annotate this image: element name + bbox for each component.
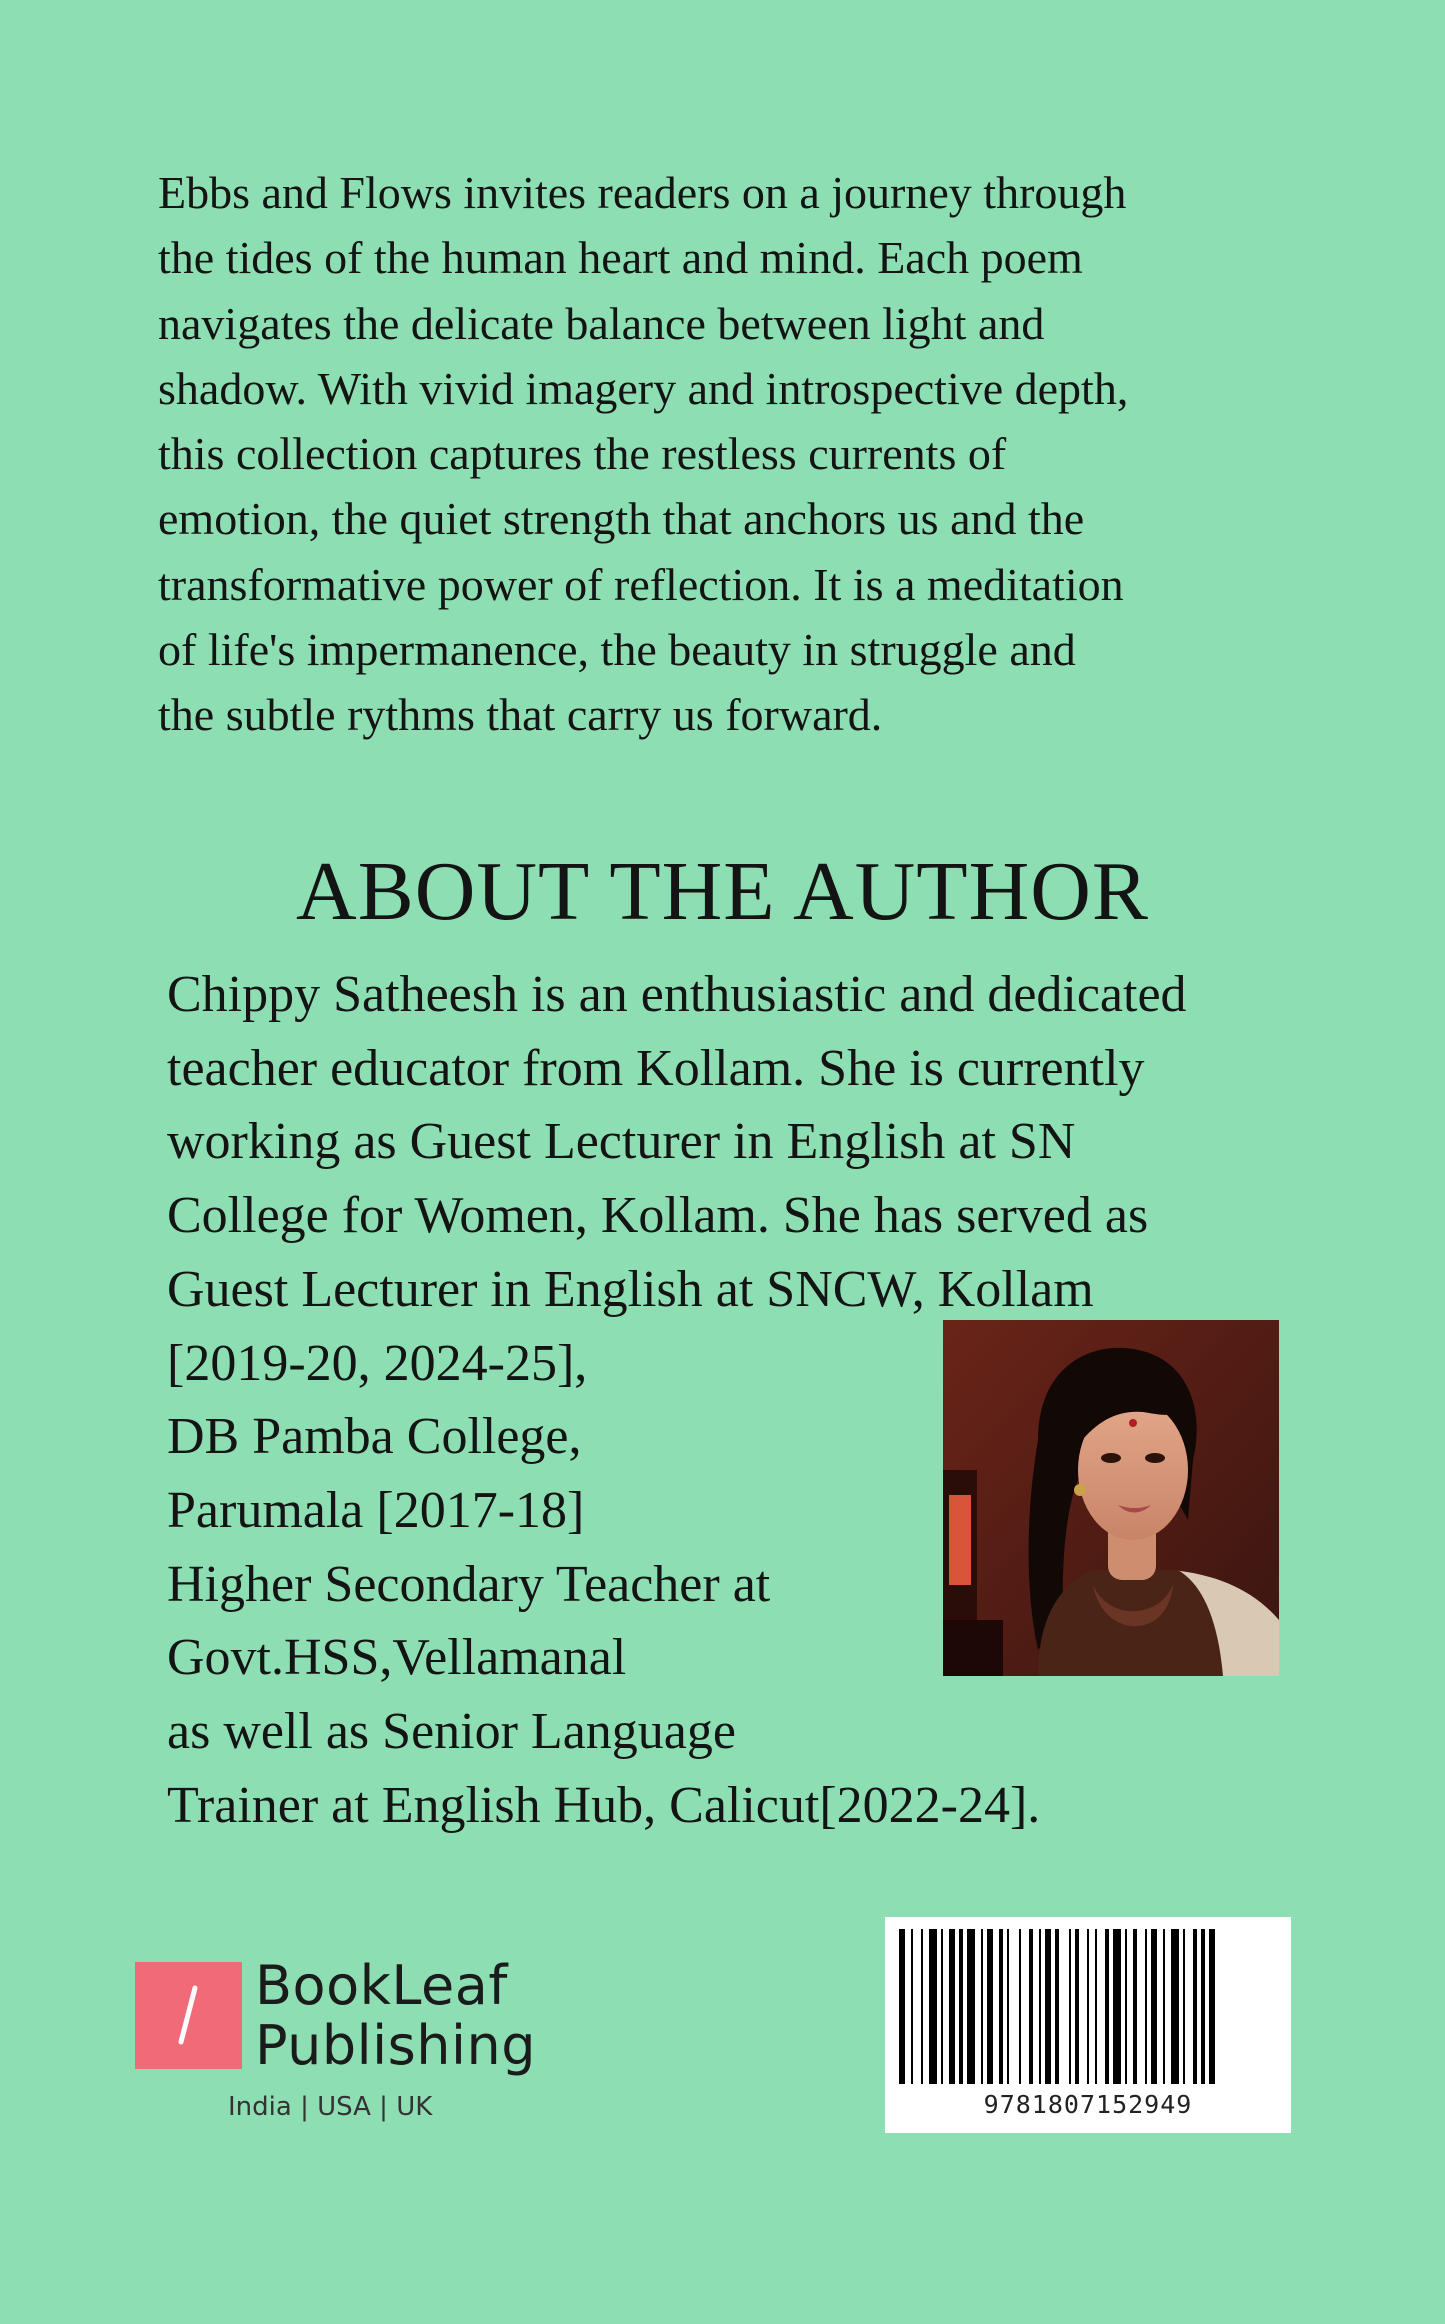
barcode-bar xyxy=(929,1929,937,2084)
bio-line: Govt.HSS,Vellamanal xyxy=(167,1629,627,1687)
barcode-bar xyxy=(1201,1929,1205,2084)
bio-line: Trainer at English Hub, Calicut[2022-24]. xyxy=(167,1776,1041,1834)
barcode-bar xyxy=(1019,1929,1021,2084)
barcode-bar xyxy=(1133,1929,1137,2084)
author-photo xyxy=(943,1320,1279,1676)
barcode-bar xyxy=(1145,1929,1147,2084)
barcode-bar xyxy=(941,1929,943,2084)
blurb-line: emotion, the quiet strength that anchors us and the xyxy=(158,493,1085,545)
barcode-bar xyxy=(981,1929,983,2084)
publisher-name xyxy=(255,1956,536,2076)
bio-line: teacher educator from Kollam. She is currently xyxy=(167,1039,1145,1097)
barcode-bar xyxy=(1209,1929,1215,2084)
bio-line: Guest Lecturer in English at SNCW, Kollam xyxy=(167,1260,1094,1318)
barcode-bar xyxy=(1095,1929,1097,2084)
bio-line: Higher Secondary Teacher at xyxy=(167,1555,771,1613)
bio-line: [2019-20, 2024-25], xyxy=(167,1334,588,1392)
bio-line: Parumala [2017-18] xyxy=(167,1481,585,1539)
publisher-logo xyxy=(135,1954,555,2142)
barcode-bar xyxy=(1171,1929,1179,2084)
barcode-bar xyxy=(959,1929,963,2084)
barcode-bar xyxy=(1055,1929,1059,2084)
blurb-line: navigates the delicate balance between light and xyxy=(158,297,1045,349)
barcode-bar xyxy=(1151,1929,1157,2084)
publisher-regions: India | USA | UK xyxy=(228,2092,433,2122)
barcode-bar xyxy=(999,1929,1003,2084)
barcode-bar xyxy=(1193,1929,1197,2084)
barcode-bar xyxy=(967,1929,975,2084)
barcode-bar xyxy=(1007,1929,1009,2084)
bio-line: working as Guest Lecturer in English at SN xyxy=(167,1113,1076,1171)
barcode-bar xyxy=(1075,1929,1079,2084)
blurb-line: the tides of the human heart and mind. Each poem xyxy=(158,232,1083,284)
barcode-bar xyxy=(911,1929,913,2084)
barcode-bar xyxy=(1105,1929,1109,2084)
barcode-bar xyxy=(1113,1929,1121,2084)
blurb-line: shadow. With vivid imagery and introspective depth, xyxy=(158,362,1129,414)
barcode-bar xyxy=(949,1929,955,2084)
blurb-line: this collection captures the restless currents of xyxy=(158,428,1007,480)
publisher-name-line1: BookLeaf xyxy=(255,1954,508,2017)
blurb-line: transformative power of reflection. It is a meditation xyxy=(158,558,1124,610)
bio-line: College for Women, Kollam. She has served as xyxy=(167,1187,1149,1245)
barcode-bar xyxy=(899,1929,905,2084)
barcode-bar xyxy=(1029,1929,1033,2084)
barcode-bar xyxy=(987,1929,993,2084)
book-blurb xyxy=(158,160,1268,748)
bio-line: DB Pamba College, xyxy=(167,1408,582,1466)
barcode-bar xyxy=(1163,1929,1165,2084)
bio-line: as well as Senior Language xyxy=(167,1703,736,1761)
barcode-bar xyxy=(1045,1929,1051,2084)
blurb-line: Ebbs and Flows invites readers on a journey through xyxy=(158,167,1127,218)
bio-line: Chippy Satheesh is an enthusiastic and dedicated xyxy=(167,966,1187,1023)
blurb-line: the subtle rythms that carry us forward. xyxy=(158,689,883,741)
blurb-line: of life's impermanence, the beauty in struggle and xyxy=(158,624,1076,676)
barcode-bar xyxy=(1183,1929,1185,2084)
publisher-name-line2: Publishing xyxy=(255,2014,536,2077)
barcode-bar xyxy=(921,1929,923,2084)
isbn-barcode xyxy=(885,1917,1291,2133)
barcode-bar xyxy=(1069,1929,1071,2084)
about-author-heading: ABOUT THE AUTHOR xyxy=(296,845,1149,938)
barcode-bar xyxy=(1039,1929,1041,2084)
barcode-bar xyxy=(1125,1929,1127,2084)
barcode-bar xyxy=(1087,1929,1089,2084)
isbn-number: 9781807152949 xyxy=(983,2090,1193,2119)
slash-logo-icon xyxy=(135,1962,242,2069)
